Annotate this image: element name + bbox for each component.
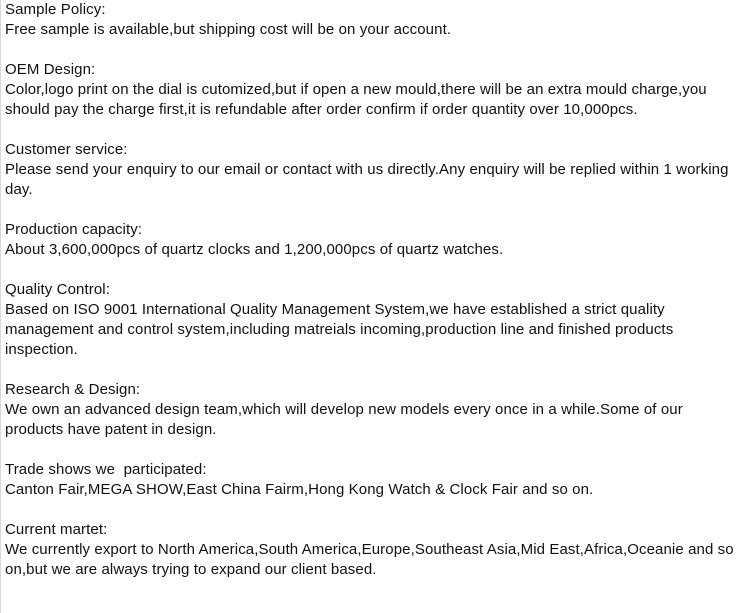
section-heading: Research & Design: (5, 381, 141, 398)
section-body: Color,logo print on the dial is cutomized,but if open a new mould,there will be an extra mould charge,you should pay the charge first,it is refundable after order confirm if order quantity over 10,000pcs. (5, 81, 707, 118)
section-trade-shows (5, 460, 745, 500)
section-heading: Production capacity: (5, 221, 143, 238)
section-quality-control (5, 280, 745, 360)
section-body: Free sample is available,but shipping cost will be on your account. (5, 21, 452, 38)
section-heading: OEM Design: (5, 61, 96, 78)
section-heading: Current martet: (5, 521, 108, 538)
section-body: Based on ISO 9001 International Quality Management System,we have established a strict quality management and control system,including matreials incoming,production line and finished products inspection. (5, 301, 674, 358)
section-current-market (5, 520, 745, 580)
section-sample-policy (5, 0, 745, 40)
section-heading: Trade shows we participated: (5, 461, 207, 478)
section-research-design (5, 380, 745, 440)
section-oem-design (5, 60, 745, 120)
section-customer-service (5, 140, 745, 200)
policy-text-block (5, 0, 745, 600)
section-heading: Quality Control: (5, 281, 110, 298)
section-body: We currently export to North America,South America,Europe,Southeast Asia,Mid East,Africa,Oceanie and so on,but we are always trying to expand our client based. (5, 541, 734, 578)
section-body: We own an advanced design team,which will develop new models every once in a while.Some of our products have patent in design. (5, 401, 683, 438)
section-heading: Sample Policy: (5, 1, 106, 18)
section-heading: Customer service: (5, 141, 128, 158)
section-body: About 3,600,000pcs of quartz clocks and 1,200,000pcs of quartz watches. (5, 241, 504, 258)
section-production-capacity (5, 220, 745, 260)
section-body: Please send your enquiry to our email or contact with us directly.Any enquiry will be replied within 1 working day. (5, 161, 729, 198)
section-body: Canton Fair,MEGA SHOW,East China Fairm,Hong Kong Watch & Clock Fair and so on. (5, 481, 594, 498)
